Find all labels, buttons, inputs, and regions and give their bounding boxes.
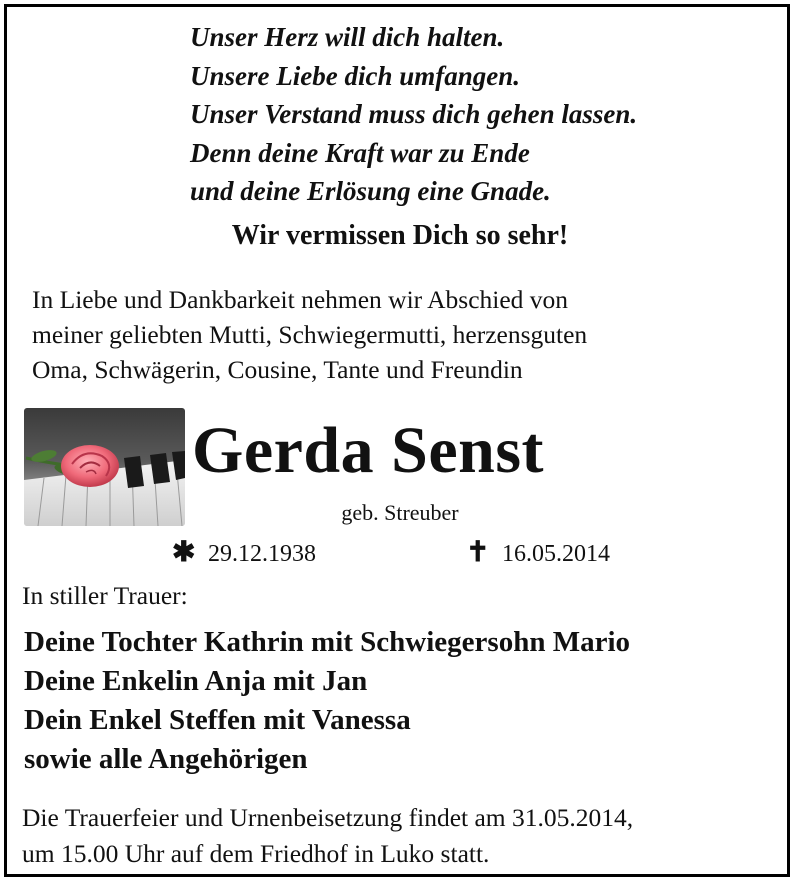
- intro-line: In Liebe und Dankbarkeit nehmen wir Abschied von: [32, 285, 569, 314]
- birth-date: 29.12.1938: [208, 541, 316, 567]
- poem-line: Denn deine Kraft war zu Ende: [190, 137, 530, 168]
- family-list: [24, 623, 630, 779]
- sorrow-label: In stiller Trauer:: [22, 581, 188, 610]
- birth-date-row: [172, 537, 316, 570]
- poem: [190, 18, 770, 211]
- poem-line: Unser Verstand muss dich gehen lassen.: [190, 99, 638, 129]
- funeral-line: um 15.00 Uhr auf dem Friedhof in Luko statt.: [22, 839, 490, 868]
- family-member: Dein Enkel Steffen mit Vanessa: [24, 704, 411, 736]
- cross-icon: ✝: [466, 537, 490, 568]
- death-date-row: [466, 537, 610, 570]
- family-member: Deine Tochter Kathrin mit Schwiegersohn Mario: [24, 626, 631, 658]
- death-date: 16.05.2014: [502, 541, 610, 567]
- intro-text: [32, 282, 772, 387]
- poem-line: Unser Herz will dich halten.: [190, 22, 505, 52]
- funeral-info: [22, 800, 782, 872]
- poem-line: und deine Erlösung eine Gnade.: [190, 176, 551, 206]
- funeral-line: Die Trauerfeier und Urnenbeisetzung findet am 31.05.2014,: [22, 803, 634, 832]
- poem-line: Unsere Liebe dich umfangen.: [190, 60, 520, 91]
- deceased-name: Gerda Senst: [192, 414, 544, 487]
- family-member: sowie alle Angehörigen: [24, 743, 308, 775]
- family-member: Deine Enkelin Anja mit Jan: [24, 665, 368, 697]
- missing-line: Wir vermissen Dich so sehr!: [231, 220, 569, 251]
- intro-line: meiner geliebten Mutti, Schwiegermutti, herzensguten: [32, 320, 588, 349]
- birth-name: geb. Streuber: [341, 500, 459, 525]
- birth-star-icon: ✱: [172, 537, 196, 568]
- intro-line: Oma, Schwägerin, Cousine, Tante und Freundin: [32, 355, 523, 384]
